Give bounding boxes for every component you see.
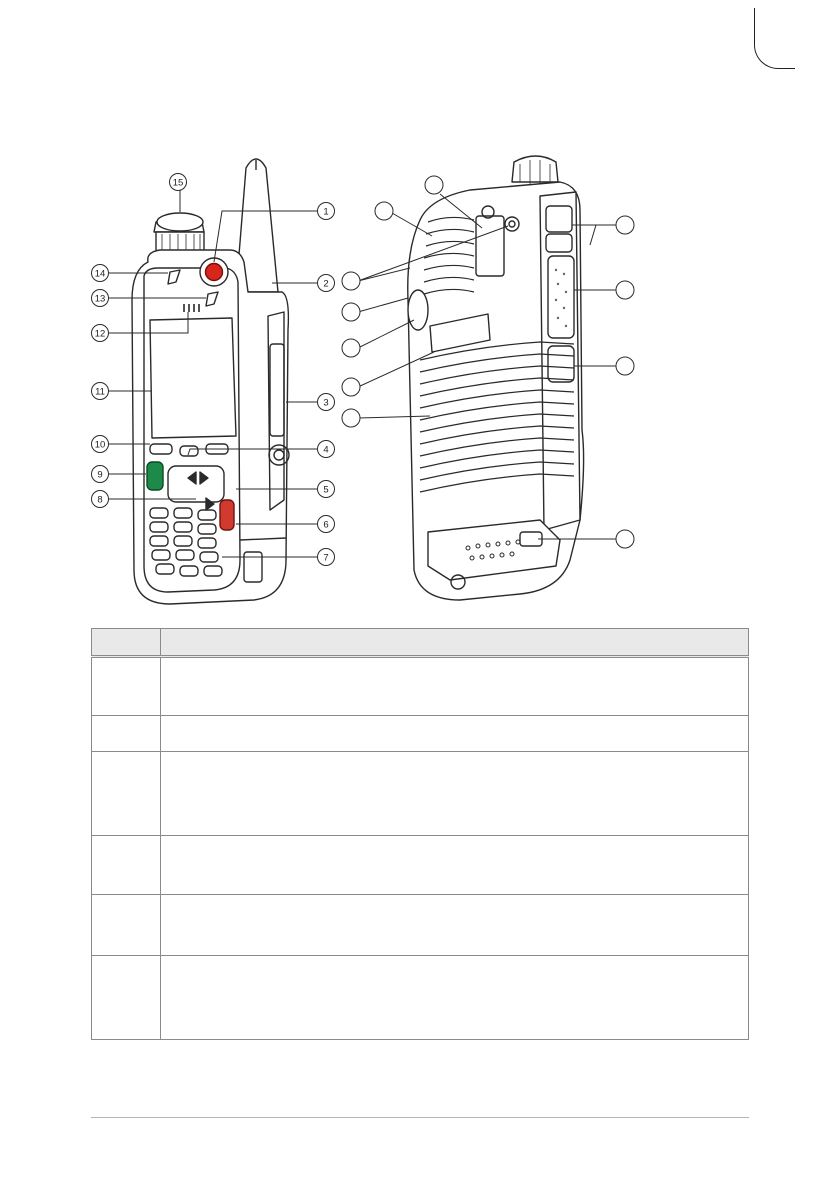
back-callout <box>616 281 634 299</box>
callout-label: 15 <box>172 177 184 189</box>
callout-label: 8 <box>97 494 103 506</box>
table-row <box>92 716 749 752</box>
table-cell <box>161 657 749 716</box>
callout-4 <box>318 441 335 458</box>
footer-rule <box>91 1117 749 1118</box>
back-callout <box>616 357 634 375</box>
callout-1 <box>318 203 335 220</box>
callout-label: 10 <box>94 439 106 451</box>
callout-label: 6 <box>323 519 329 531</box>
legend-table <box>91 628 749 1040</box>
back-callout <box>616 530 634 548</box>
table-cell <box>161 895 749 956</box>
back-callout <box>342 272 360 290</box>
callout-5 <box>318 481 335 498</box>
callout-label: 4 <box>323 444 329 456</box>
table-cell <box>92 716 161 752</box>
callout-label: 3 <box>323 397 329 409</box>
table-cell <box>92 752 161 836</box>
callout-label: 5 <box>323 484 329 496</box>
column-header <box>92 629 161 657</box>
table-cell <box>161 836 749 895</box>
callout-6 <box>318 516 335 533</box>
callout-10 <box>92 436 109 453</box>
table-cell <box>92 657 161 716</box>
callout-9 <box>92 466 109 483</box>
back-callout <box>616 216 634 234</box>
back-callout <box>375 202 393 220</box>
front-view <box>132 159 289 604</box>
callout-12 <box>92 325 109 342</box>
table-cell <box>161 716 749 752</box>
callout-15 <box>170 174 187 191</box>
back-callout <box>342 378 360 396</box>
callout-label: 12 <box>94 328 106 340</box>
back-callout <box>342 303 360 321</box>
column-header <box>161 629 749 657</box>
callout-3 <box>318 394 335 411</box>
callout-8 <box>92 491 109 508</box>
callout-7 <box>318 549 335 566</box>
back-callout <box>342 339 360 357</box>
callout-14 <box>92 265 109 282</box>
table-cell <box>161 752 749 836</box>
back-view <box>408 156 584 600</box>
table-row <box>92 752 749 836</box>
table-header-row <box>92 629 749 657</box>
callout-label: 11 <box>95 386 105 398</box>
callout-label: 9 <box>97 469 103 481</box>
callout-label: 1 <box>323 206 329 218</box>
table-cell <box>92 956 161 1040</box>
callout-label: 7 <box>323 552 329 564</box>
callout-label: 13 <box>94 293 106 305</box>
table-row <box>92 895 749 956</box>
table-row <box>92 836 749 895</box>
table-cell <box>92 836 161 895</box>
callout-label: 2 <box>323 278 329 290</box>
back-callout <box>425 176 443 194</box>
callout-2 <box>318 275 335 292</box>
callout-13 <box>92 290 109 307</box>
table-cell <box>92 895 161 956</box>
back-callout <box>342 409 360 427</box>
table-cell <box>161 956 749 1040</box>
callout-11 <box>92 383 109 400</box>
table-row <box>92 657 749 716</box>
callout-label: 14 <box>94 268 106 280</box>
table-row <box>92 956 749 1040</box>
